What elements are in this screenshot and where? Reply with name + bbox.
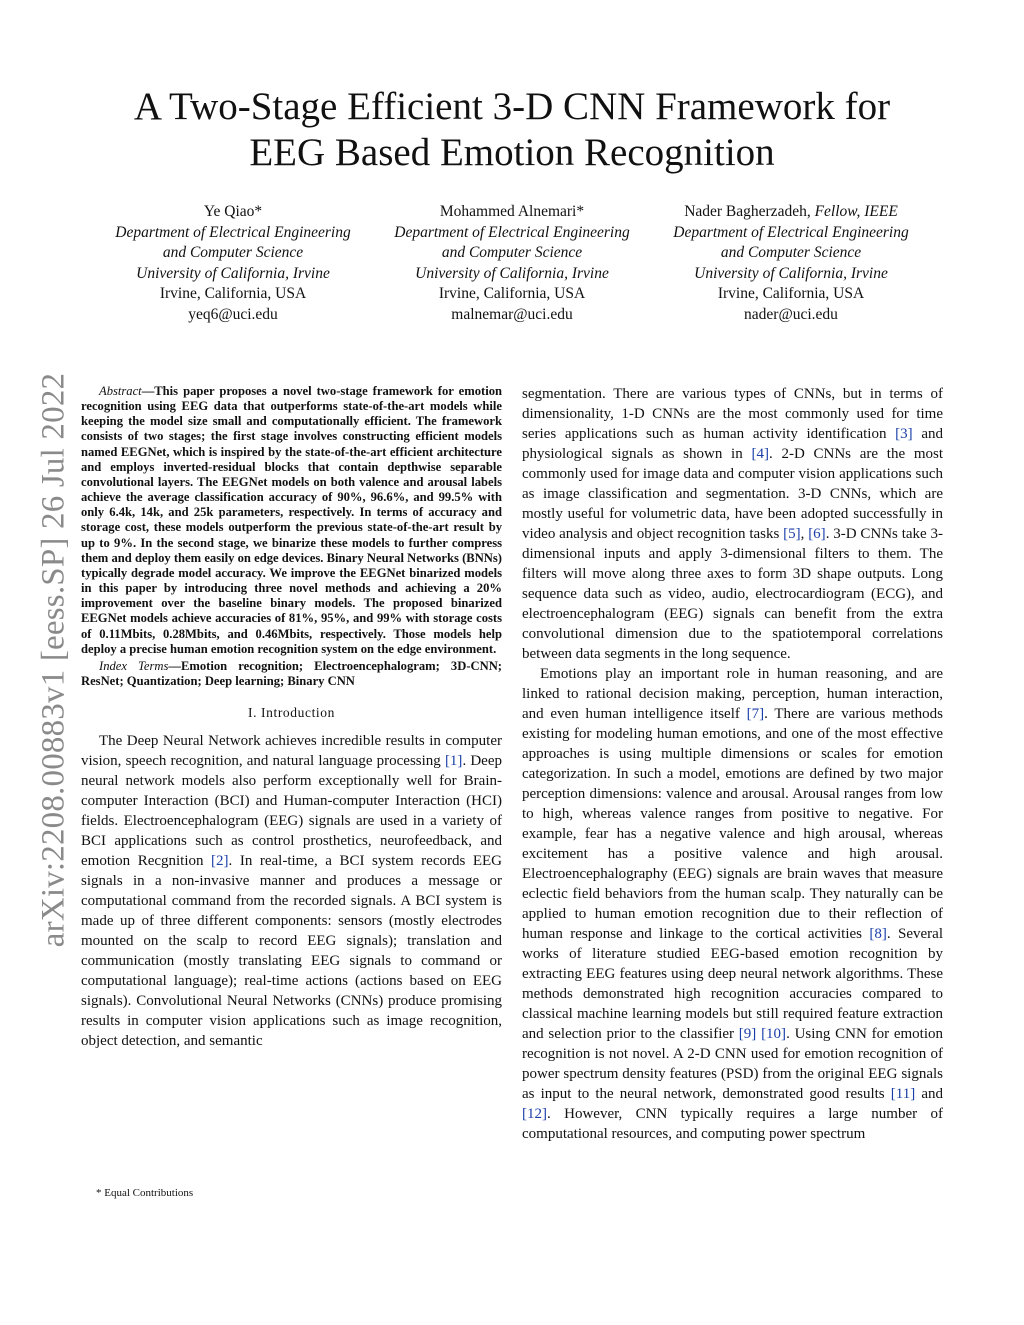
index-terms-label: Index Terms (99, 658, 169, 673)
text-run: Emotions play an important role in human reasoning, and are linked to rational decision making, perception, human interaction, and even human intelligence itself (522, 666, 943, 722)
author-email[interactable]: yeq6@uci.edu (188, 305, 278, 323)
author-name: Nader Bagherzadeh, (684, 203, 811, 220)
text-run: . Deep neural network models also perform exceptionally well for Brain-computer Interaction (BCI) and Human-computer Interaction (HCI) fields. Electroencephalogram (EEG) signals are used in a variety of BCI applications such as control prosthetics, neurofeedback, and emotion Recgnition (81, 753, 502, 870)
index-terms-text: —Emotion recognition; Electroencephalogram; 3D-CNN; ResNet; Quantization; Deep learning; Binary CNN (81, 658, 502, 688)
author-location: Irvine, California, USA (159, 285, 307, 303)
footnote-equal-contribution: * Equal Contributions (96, 1187, 194, 1199)
author-name: Ye Qiao* (203, 203, 263, 220)
text-run: and (915, 1086, 943, 1102)
author-name: Mohammed Alnemari* (439, 203, 585, 220)
text-run: . There are various methods existing for modeling human emotions, and one of the most effective approaches is using multiple dimensions or scales for emotion categorization. In such a model, emotions are defined by two major perception dimensions: valence and arousal. Arousal ranges from low to high, whereas valence ranges from positive to negative. For example, fear has a negative valence and high arousal, whereas excitement has a positive valence and high arousal. Electroencephalography (EEG) signals are brain waves that measure eclectic field behaviors from the human scalp. They naturally can be applied to human emotion recognition due to their reflection of human response and linkage to the cortical activities (522, 706, 943, 942)
intro-paragraph-1 (81, 731, 502, 1051)
abstract-text: —This paper proposes a novel two-stage framework for emotion recognition using EEG data that outperforms state-of-the-art models while keeping the model size small and computationally efficient. The framework consists of two stages; the first stage involves constructing efficient models named EEGNet, which is inspired by the state-of-the-art efficient architecture and employs inverted-residual blocks that contain depthwise separable convolutional layers. The EEGNet models on both valence and arousal labels achieve the average classification accuracy of 90%, 96.6%, and 99.5% with only 6.4k, 14k, and 25k parameters, respectively. In terms of accuracy and storage cost, these models outperform the previous state-of-the-art result by up to 9%. In the second stage, we binarize these models to further compress them and deploy them easily on edge devices. Binary Neural Networks (BNNs) typically degrade model accuracy. We improve the EEGNet binarized models in this paper by introducing three novel methods and achieving a 20% improvement over the baseline binary models. The proposed binarized EEGNet models achieve accuracies of 81%, 95%, and 99% with storage costs of 0.11Mbits, 0.28Mbits, and 0.46Mbits, respectively. Those models help deploy a precise human emotion recognition system on the edge environment. (81, 384, 502, 656)
author-university: University of California, Irvine (415, 264, 609, 282)
author-block-1 (83, 202, 383, 326)
text-run: and physiological signals as shown in (522, 426, 943, 462)
index-terms (81, 659, 502, 689)
author-department-cont: and Computer Science (441, 244, 583, 262)
citation-link[interactable]: [4] (751, 446, 769, 462)
text-run: . In real-time, a BCI system records EEG signals in a non-invasive manner and produces a message or computational command from the recorded signals. A BCI system is made up of three different components: sensors (mostly electrodes mounted on the scalp to record EEG signals); translation and communication (mostly translating EEG signals to command or computational language); real-time actions (actions based on EEG signals). Convolutional Neural Networks (CNNs) produce promising results in computer vision applications such as image recognition, object detection, and semantic (81, 853, 503, 1050)
abstract-label: Abstract (99, 384, 142, 398)
section-heading-introduction: I. Introduction (248, 705, 335, 721)
author-location: Irvine, California, USA (717, 285, 865, 303)
author-block-2 (362, 202, 662, 326)
author-department: Department of Electrical Engineering (673, 223, 909, 241)
arxiv-identifier[interactable]: arXiv:2208.00883v1 [eess.SP] 26 Jul 2022 (35, 372, 72, 948)
abstract (81, 384, 502, 657)
text-run: The Deep Neural Network achieves incredible results in computer vision, speech recognition, and natural language processing (81, 733, 502, 770)
citation-link[interactable]: [11] (890, 1086, 916, 1102)
author-location: Irvine, California, USA (438, 285, 586, 303)
author-name-line (641, 202, 941, 223)
text-run: . 3-D CNNs take 3-dimensional inputs and apply 3-dimensional filters to them. The filters will move along three axes to form 3D shape outputs. Long sequence data such as video, audio, electrocardiogram (ECG), and electroencephalogram (EEG) signals can benefit from the extra convolutional dimension due to the spatiotemporal correlations between data segments in the long sequence. (522, 526, 943, 662)
text-run: . Using CNN for emotion recognition is not novel. A 2-D CNN used for emotion recognition of power spectrum density features (PSD) from the original EEG signals as input to the neural network, demonstrated good results (522, 1026, 943, 1102)
citation-link[interactable]: [12] (522, 1106, 547, 1122)
text-run: . However, CNN typically requires a large number of computational resources, and computing power spectrum (522, 1106, 943, 1142)
text-run: segmentation. There are various types of CNNs, but in terms of dimensionality, 1-D CNNs are the most commonly used for time series applications such as human activity identification (522, 386, 943, 442)
citation-link[interactable]: [9] (738, 1026, 757, 1042)
right-column (522, 384, 943, 1144)
author-block-3 (641, 202, 941, 326)
intro-paragraph-2 (522, 664, 943, 1144)
intro-paragraph-1-cont (522, 384, 943, 664)
text-run: , (800, 526, 809, 542)
author-email[interactable]: malnemar@uci.edu (451, 305, 573, 323)
author-department: Department of Electrical Engineering (394, 223, 630, 241)
author-email[interactable]: nader@uci.edu (744, 305, 838, 323)
text-run: . Several works of literature studied EEG-based emotion recognition by extracting EEG features using deep neural network algorithms. These methods demonstrated high recognition accuracies compared to classical machine learning models but still required feature extraction and selection prior to the classifier (522, 926, 943, 1042)
author-fellow-title: Fellow, IEEE (810, 203, 898, 220)
citation-link[interactable]: [10] (761, 1026, 787, 1042)
author-department: Department of Electrical Engineering (115, 223, 351, 241)
citation-link[interactable]: [2] (211, 853, 229, 870)
author-university: University of California, Irvine (694, 264, 888, 282)
citation-link[interactable]: [5] (783, 526, 801, 542)
text-run: . 2-D CNNs are the most commonly used for image data and computer vision applications such as image classification and segmentation. 3-D CNNs, which are mostly useful for volumetric data, have been adopted successfully in video analysis and object recognition tasks (522, 446, 943, 542)
author-university: University of California, Irvine (136, 264, 330, 282)
author-department-cont: and Computer Science (162, 244, 304, 262)
author-department-cont: and Computer Science (720, 244, 862, 262)
left-column (81, 384, 502, 1051)
title-line-2: EEG Based Emotion Recognition (249, 131, 775, 174)
paper-title (0, 84, 1024, 176)
citation-link[interactable]: [7] (746, 706, 765, 722)
citation-link[interactable]: [8] (869, 926, 887, 942)
citation-link[interactable]: [3] (895, 426, 913, 442)
citation-link[interactable]: [6] (808, 526, 826, 542)
title-line-1: A Two-Stage Efficient 3-D CNN Framework for (133, 85, 891, 128)
citation-link[interactable]: [1] (444, 753, 463, 770)
